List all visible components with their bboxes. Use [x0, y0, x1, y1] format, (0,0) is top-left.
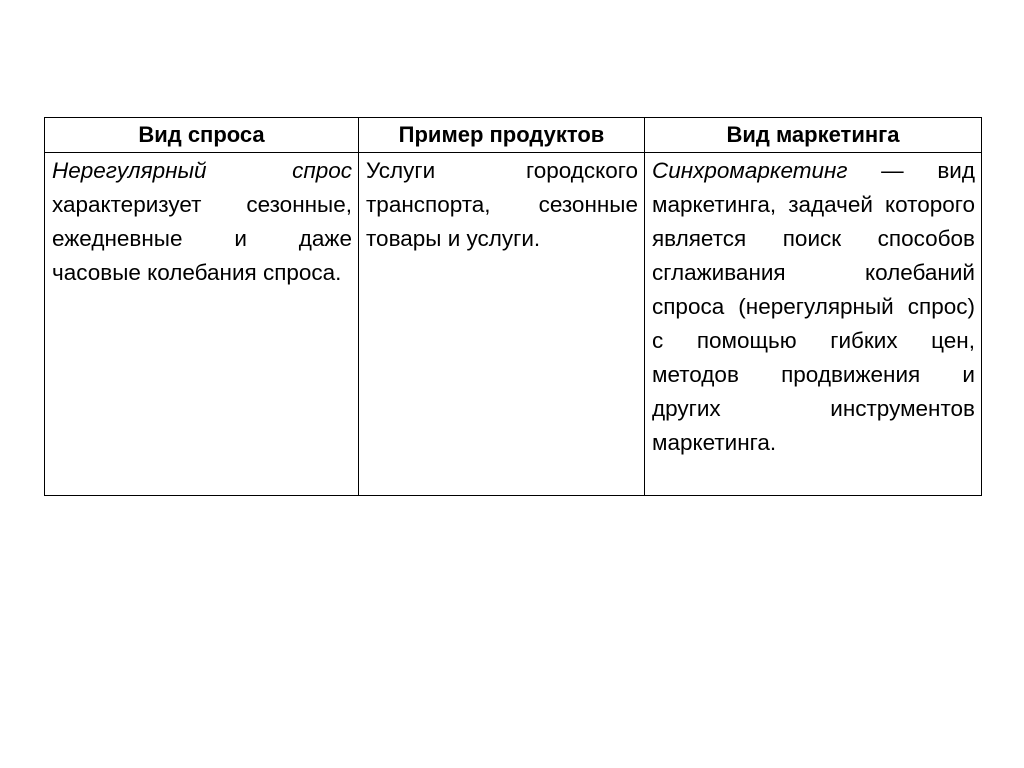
cell-marketing-type — [645, 153, 982, 496]
cell-demand-type — [45, 153, 359, 496]
products-description: Услуги городского транспорта, сезонные товары и услуги. — [366, 158, 638, 251]
cell-product-examples — [359, 153, 645, 496]
demand-marketing-table — [44, 117, 982, 496]
header-demand-type: Вид спроса — [45, 118, 359, 153]
table-header-row — [45, 118, 982, 153]
header-marketing-type: Вид маркетинга — [645, 118, 982, 153]
demand-description: характеризует сезонные, ежедневные и даже часовые колебания спроса. — [52, 192, 352, 285]
table-row — [45, 153, 982, 496]
marketing-term: Синхромаркетинг — [652, 158, 848, 183]
header-product-examples: Пример продуктов — [359, 118, 645, 153]
marketing-description: — вид маркетинга, задачей которого является поиск способов сглаживания колебаний спроса (нерегулярный спрос) с помощью гибких цен, методов продвижения и других инструментов маркетинга. — [652, 158, 975, 455]
demand-marketing-table-container — [44, 117, 981, 496]
demand-term: Нерегулярный спрос — [52, 158, 352, 183]
